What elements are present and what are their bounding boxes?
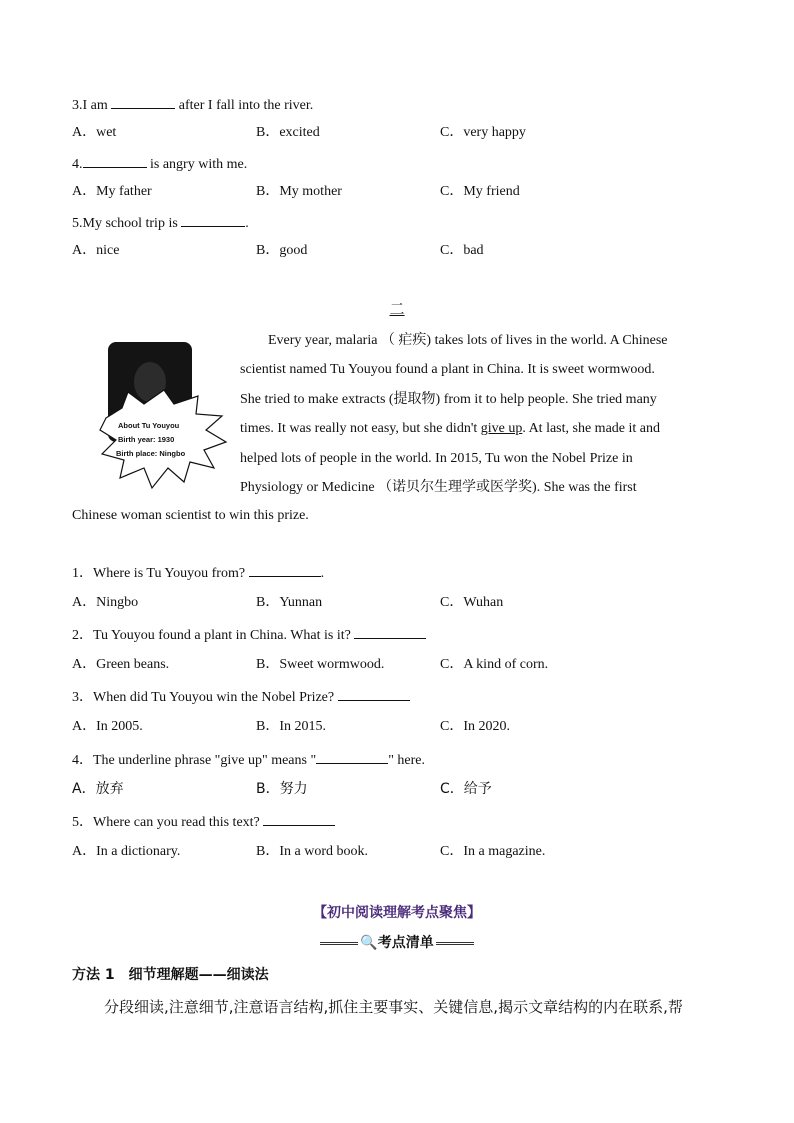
question-5: 5.My school trip is . [72,212,249,234]
option-c: C．My friend [440,184,520,199]
passage-last-line: Chinese woman scientist to win this prize. [72,508,309,523]
option-c: C．very happy [440,125,526,140]
question-3: 3.I am after I fall into the river. [72,94,313,116]
key-points-heading: 🔍考点清单 [0,932,794,952]
answer-blank [338,686,410,701]
divider [320,942,358,945]
option-c: C．bad [440,243,484,258]
reading-question-1: 1．Where is Tu Youyou from? . [72,562,324,584]
reading-question-5: 5．Where can you read this text? [72,811,335,833]
magnifier-icon: 🔍 [360,935,378,951]
method-title: 方法 1 细节理解题——细读法 [72,967,269,983]
option-c: C．给予 [440,781,492,797]
option-b: B．Sweet wormwood. [256,657,385,672]
passage-line: Physiology or Medicine （诺贝尔生理学或医学奖). She was the first [240,480,637,496]
option-c: C．In a magazine. [440,844,546,859]
option-a: A．放弃 [72,781,124,797]
option-a: A．My father [72,184,152,199]
reading-question-3: 3．When did Tu Youyou win the Nobel Prize? [72,686,410,708]
passage-line: She tried to make extracts (提取物) from it to help people. She tried many [240,391,657,407]
option-a: A．Ningbo [72,595,139,610]
option-b: B．good [256,243,308,258]
option-b: B．努力 [256,781,308,797]
passage-line: scientist named Tu Youyou found a plant in China. It is sweet wormwood. [240,362,655,378]
answer-blank [354,624,426,639]
option-c: C．A kind of corn. [440,657,549,672]
caption-birth-year: Birth year: 1930 [118,435,175,444]
option-b: B．In 2015. [256,719,326,734]
option-a: A．In a dictionary. [72,844,181,859]
passage-line: helped lots of people in the world. In 2015, Tu won the Nobel Prize in [240,450,633,466]
tu-youyou-portrait-image [98,338,232,494]
answer-blank [83,153,147,168]
underlined-phrase: give up [480,421,523,437]
answer-blank [316,749,388,764]
divider [436,942,474,945]
reading-question-4: 4．The underline phrase "give up" means " " here. [72,749,425,771]
answer-blank [181,212,245,227]
reading-question-2: 2．Tu Youyou found a plant in China. What is it? [72,624,426,646]
option-a: A．wet [72,125,117,140]
option-b: B．In a word book. [256,844,368,859]
option-a: A．In 2005. [72,719,143,734]
question-4: 4. is angry with me. [72,153,247,175]
caption-title: About Tu Youyou [118,421,180,430]
option-b: B．My mother [256,184,342,199]
passage-line: times. It was really not easy, but she didn't give up. At last, she made it and [240,421,660,437]
caption-birth-place: Birth place: Ningbo [116,449,186,458]
option-c: C．In 2020. [440,719,510,734]
option-c: C．Wuhan [440,595,504,610]
option-a: A．nice [72,243,120,258]
reading-passage [240,326,720,502]
option-b: B．excited [256,125,320,140]
answer-blank [249,562,321,577]
option-a: A．Green beans. [72,657,170,672]
section-heading: 二 [389,302,405,318]
passage-line: Every year, malaria （ 疟疾) takes lots of lives in the world. A Chinese [268,333,668,348]
answer-blank [111,94,175,109]
section-banner: 【初中阅读理解考点聚焦】 [313,905,481,921]
option-b: B．Yunnan [256,595,323,610]
answer-blank [263,811,335,826]
method-description: 分段细读,注意细节,注意语言结构,抓住主要事实、关键信息,揭示文章结构的内在联系,帮 [104,998,683,1016]
